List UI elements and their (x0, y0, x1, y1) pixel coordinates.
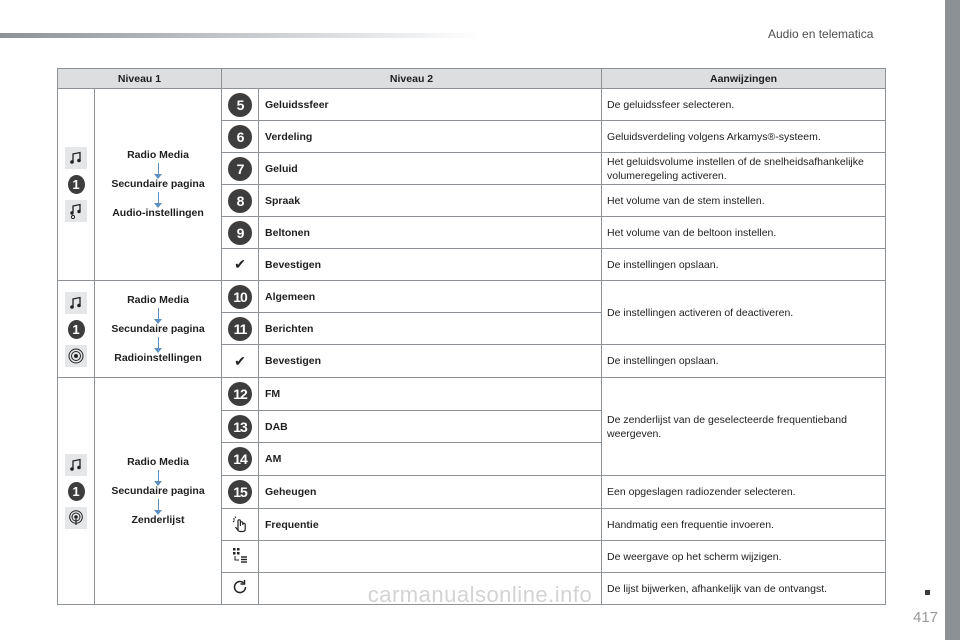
level2-label: Algemeen (259, 281, 602, 313)
music-note-icon[interactable] (65, 292, 87, 314)
level1-item: Zenderlijst (131, 513, 185, 526)
section-title: Audio en telematica (768, 27, 874, 41)
music-settings-icon[interactable] (65, 200, 87, 222)
row-description: De instellingen opslaan. (602, 249, 886, 281)
button-number-badge: 5 (228, 93, 252, 117)
level2-label: Beltonen (259, 217, 602, 249)
row-description: Een opgeslagen radiozender selecteren. (602, 476, 886, 509)
row-description: De lijst bijwerken, afhankelijk van de ontvangst. (602, 573, 886, 605)
checkmark-icon: ✔ (234, 352, 246, 369)
level2-label: Verdeling (259, 121, 602, 153)
header-level2: Niveau 2 (222, 69, 602, 89)
row-description: Handmatig een frequentie invoeren. (602, 509, 886, 541)
level2-label: AM (259, 443, 602, 476)
row-description: De instellingen activeren of deactiveren. (602, 281, 886, 345)
level2-label: Frequentie (259, 509, 602, 541)
level1-item: Audio-instellingen (112, 207, 204, 219)
header-notes: Aanwijzingen (602, 69, 886, 89)
button-number-badge: 12 (228, 382, 252, 406)
group-icons (58, 378, 95, 605)
level2-label: Bevestigen (259, 249, 602, 281)
level1-path (95, 378, 222, 605)
radio-settings-icon[interactable] (65, 345, 87, 367)
level2-label (259, 541, 602, 573)
down-arrow-icon (158, 470, 159, 481)
level2-label: Geheugen (259, 476, 602, 509)
level1-path (95, 89, 222, 281)
table-row (58, 281, 886, 313)
level1-item: Radio Media (127, 455, 189, 468)
header-gradient-bar (0, 33, 480, 38)
button-number-badge: 10 (228, 285, 252, 309)
step-one-icon: 1 (68, 320, 85, 339)
button-number-badge: 14 (228, 447, 252, 471)
page-edge-bar (945, 0, 960, 640)
button-number-badge: 9 (228, 221, 252, 245)
down-arrow-icon (158, 308, 159, 319)
level1-path (95, 281, 222, 378)
table-header-row (58, 69, 886, 89)
row-description: Het geluidsvolume instellen of de snelheidsafhankelijke volumeregeling activeren. (602, 153, 886, 185)
row-description: Het volume van de beltoon instellen. (602, 217, 886, 249)
level1-item: Secundaire pagina (111, 484, 205, 497)
button-number-badge: 7 (228, 157, 252, 181)
row-description: De instellingen opslaan. (602, 345, 886, 378)
down-arrow-icon (158, 163, 159, 174)
down-arrow-icon (158, 337, 159, 348)
level1-item: Radio Media (127, 149, 189, 161)
level2-label: Bevestigen (259, 345, 602, 378)
down-arrow-icon (158, 192, 159, 203)
display-mode-icon (222, 541, 259, 573)
checkmark-icon: ✔ (234, 256, 246, 272)
level1-item: Secundaire pagina (111, 178, 205, 190)
settings-table (57, 68, 886, 605)
level1-item: Secundaire pagina (111, 322, 205, 335)
table-row (58, 378, 886, 411)
button-number-badge: 13 (228, 415, 252, 439)
level2-label: DAB (259, 411, 602, 443)
step-one-icon: 1 (68, 482, 85, 501)
group-icons (58, 89, 95, 281)
level1-item: Radio Media (127, 293, 189, 306)
button-number-badge: 6 (228, 125, 252, 149)
group-icons (58, 281, 95, 378)
table-row (58, 89, 886, 121)
level2-label: Berichten (259, 313, 602, 345)
level2-label: Geluid (259, 153, 602, 185)
level2-label: Geluidssfeer (259, 89, 602, 121)
row-description: Het volume van de stem instellen. (602, 185, 886, 217)
header-level1: Niveau 1 (58, 69, 222, 89)
button-number-badge: 11 (228, 317, 252, 341)
button-number-badge: 15 (228, 480, 252, 504)
radio-antenna-icon[interactable] (65, 507, 87, 529)
level2-label: Spraak (259, 185, 602, 217)
level2-label: FM (259, 378, 602, 411)
manual-frequency-icon (222, 509, 259, 541)
row-description: De zenderlijst van de geselecteerde frequentieband weergeven. (602, 378, 886, 476)
page-number: 417 (913, 609, 939, 626)
row-description: De geluidssfeer selecteren. (602, 89, 886, 121)
music-note-icon[interactable] (65, 454, 87, 476)
level1-item: Radioinstellingen (114, 351, 202, 364)
down-arrow-icon (158, 499, 159, 510)
button-number-badge: 8 (228, 189, 252, 213)
watermark: carmanualsonline.info (367, 582, 593, 607)
music-note-icon[interactable] (65, 147, 87, 169)
row-description: Geluidsverdeling volgens Arkamys®-systeem. (602, 121, 886, 153)
step-one-icon: 1 (68, 175, 85, 194)
row-description: De weergave op het scherm wijzigen. (602, 541, 886, 573)
